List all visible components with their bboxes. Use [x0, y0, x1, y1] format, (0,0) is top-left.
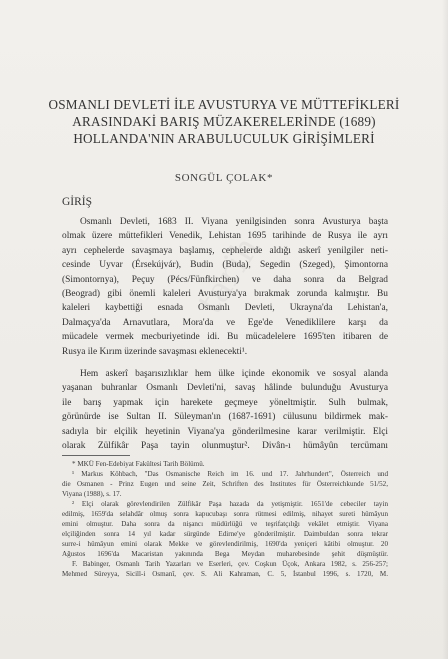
- body-line: olarak Zülfikâr Paşa tayin olunmuştur². Divân-ı hümâyûn tercümanı: [62, 441, 388, 452]
- footnote-line: emini olmuştur. Daha sonra da nişancı müdürlüğü ve teşrifatçılığı vekâlet etmiştir. Viyana: [62, 520, 388, 528]
- body-line: ayrı cephelerde savaşmaya başlamış, cephelerde aldığı askerî yenilgiler neti-: [62, 245, 388, 256]
- scan-edge-shadow: [442, 0, 448, 659]
- body-line: Dalmaçya'da Arnavutlara, Mora'da ve Ege'de Venediklilere karşı da: [62, 317, 388, 328]
- footnotes: [62, 459, 388, 579]
- footnote-line: ² Elçi olarak görevlendirilen Zülfikâr Paşa hazada da yetişmiştir. 1651'de cebeciler tayin: [72, 500, 388, 508]
- article-title: [40, 96, 408, 147]
- body-line: Osmanlı Devleti, 1683 II. Viyana yenilgisinden sonra Avusturya başta: [80, 217, 388, 227]
- body-line: (Simontornya), Peçuy (Pécs/Fünfkirchen) ve daha sonra da Belgrad: [62, 274, 388, 285]
- footnote-line: Ağustos 1696'da Macaristan yakınında Bega Meydan muharebesinde şehit düşmüştür.: [62, 550, 388, 558]
- footnote-line: * MKÜ Fen-Edebiyat Fakültesi Tarih Bölümü.: [72, 460, 205, 468]
- body-text: [62, 215, 388, 454]
- title-line: HOLLANDA'NIN ARABULUCULUK GİRİŞİMLERİ: [73, 131, 375, 146]
- body-line: görünürde ise Sultan II. Süleyman'ın (1687-1691) cülusunu bildirmek mak-: [62, 412, 388, 423]
- body-line: yaşanan buhranlar Osmanlı Devleti'ni, savaş hâlinde bulunduğu Avusturya: [62, 383, 388, 394]
- paragraph-gap: [62, 359, 388, 367]
- body-line: kaleleri kaybettiği esnada Osmanlı Devleti, Ukrayna'da Lehistan'a,: [62, 303, 388, 314]
- footnote-line: edilmiş, 1659'da selahdâr olmuş sonra kapucubaşı sonra rütmesi edilmiş, nihayet sureti hümâyun: [62, 510, 388, 518]
- body-line: cesinde Uyvar (Érsekújvár), Budin (Buda), Segedin (Szeged), Şimontorna: [62, 260, 388, 271]
- body-line: Hem askerî başarısızlıklar hem ülke içinde ekonomik ve sosyal alanda: [80, 369, 388, 380]
- section-heading: GİRİŞ: [62, 196, 93, 208]
- title-line: OSMANLI DEVLETİ İLE AVUSTURYA VE MÜTTEFİKLERİ: [48, 97, 400, 112]
- author-name: SONGÜL ÇOLAK*: [174, 172, 274, 184]
- body-line: mücadele vermek mecburiyetinde idi. Bu mücadelelere 1695'ten itibaren de: [62, 332, 388, 343]
- body-line: sadıyla bir elçilik heyetinin Viyana'ya gönderilmesine karar verilmiştir. Elçi: [62, 426, 388, 437]
- footnote-line: elçiliğinden sonra 14 yıl kadar sürgünde Edirne'ye gönderilmiştir. Daimbuldan sonra tekrar: [62, 530, 388, 538]
- title-line: ARASINDAKİ BARIŞ MÜZAKERELERİNDE (1689): [72, 114, 376, 129]
- body-line: Rusya ile Kırım üzerinde savaşması eklenecekti¹.: [62, 346, 248, 357]
- footnote-line: ¹ Markus Köhbach, "Das Osmanische Reich im 16. und 17. Jahrhundert", Österreich und: [72, 470, 388, 478]
- body-line: (Beograd) gibi önemli kaleleri Avusturya'ya bırakmak zorunda kalmıştır. Bu: [62, 289, 388, 300]
- body-line: olmak üzere müttefikleri Venedik, Lehistan 1695 tarihinde de Rusya ile ayrı: [62, 231, 388, 242]
- footnote-line: Mehmed Süreyya, Sicill-i Osmanî, çev. S. Ali Kahraman, C. 5, İstanbul 1996, s. 1720, M.: [62, 570, 388, 578]
- footnote-separator: [62, 455, 130, 456]
- body-line: ile barış yapmak için harekete geçmeye yöneltmiştir. Sulh bulmak,: [62, 397, 388, 408]
- footnote-line: die Osmanen - Prinz Eugen und seine Zeit, Schriften des Institutes für Österreichkunde 51/52,: [62, 480, 388, 488]
- footnote-line: surre-i hümâyun emini olarak Mekke ve görevlendirilmiş, 1690'da yeniçeri kâtibi olmuştur. 20: [62, 540, 388, 548]
- footnote-line: F. Babinger, Osmanlı Tarih Yazarları ve Eserleri, çev. Coşkun Üçok, Ankara 1982, s. 256-257;: [72, 560, 388, 568]
- footnote-line: Viyana (1988), s. 17.: [62, 490, 122, 498]
- watermark: tarih: [190, 229, 268, 322]
